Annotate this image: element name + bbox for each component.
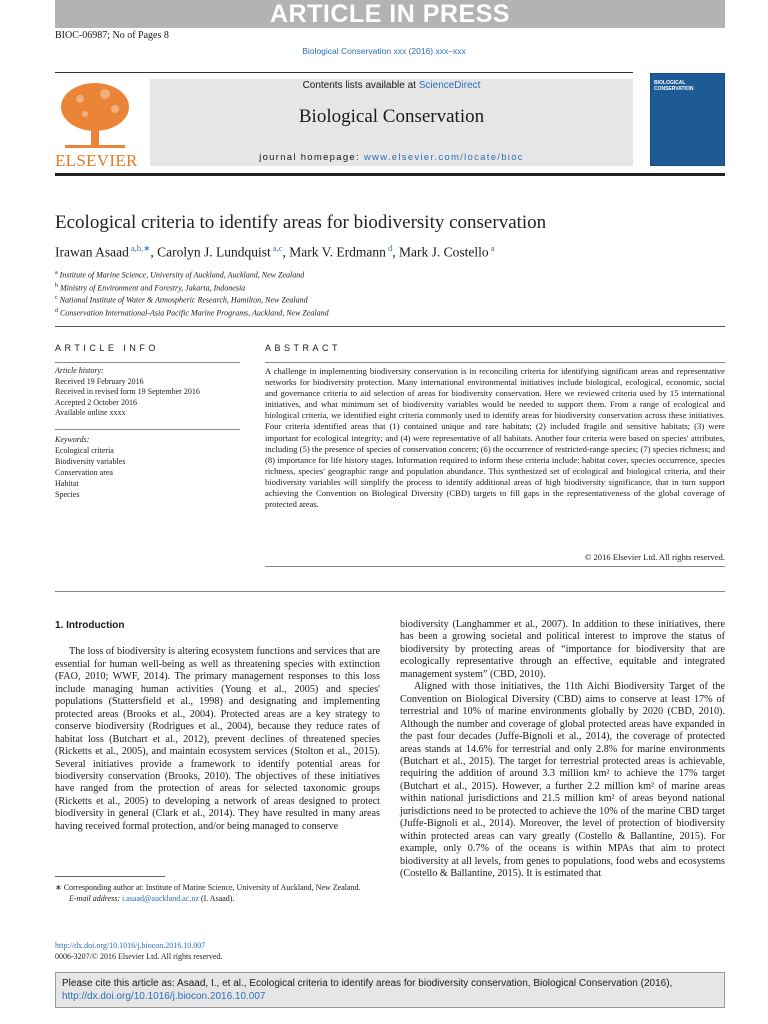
affiliation-marker: b	[55, 282, 58, 289]
publisher-name: ELSEVIER	[55, 151, 138, 170]
author-affiliation-marker[interactable]: a	[488, 243, 495, 253]
abstract-rule	[265, 362, 725, 363]
citation-box	[55, 972, 725, 1008]
keyword-item: Species	[55, 490, 80, 499]
citation-text: Please cite this article as: Asaad, I., et al., Ecological criteria to identify areas for biodiversity conservation, Biological Conservation (2016),	[62, 978, 673, 989]
body-divider	[55, 591, 725, 592]
journal-cover-title: BIOLOGICAL CONSERVATION	[654, 80, 694, 92]
affiliation-marker: d	[55, 307, 58, 314]
history-item: Received 19 February 2016	[55, 376, 144, 386]
journal-title: Biological Conservation	[298, 106, 485, 127]
article-info-heading: ARTICLE INFO	[55, 343, 159, 353]
author-name: Mark V. Erdmann	[289, 244, 386, 260]
keyword-item: Ecological criteria	[55, 446, 114, 455]
intro-paragraph: biodiversity (Langhammer et al., 2007). In addition to these initiatives, there has been a growing societal and political interest to improve the status of biodiversity by protecting areas of “importance for biodiversity that are ecologically representative through an effective, equitable and integrated management system” (CBD, 2010).	[400, 619, 725, 680]
article-info-rule	[55, 362, 240, 363]
sciencedirect-link[interactable]: ScienceDirect	[418, 80, 481, 91]
contents-line	[150, 80, 633, 91]
affiliation-text: National Institute of Water & Atmospheric Research, Hamilton, New Zealand	[59, 295, 308, 305]
corresponding-author-footnote	[55, 882, 380, 904]
footer-identifiers	[55, 940, 222, 962]
email-link[interactable]: i.asaad@auckland.ac.nz	[122, 894, 199, 903]
homepage-link[interactable]: www.elsevier.com/locate/bioc	[363, 152, 524, 163]
author-affiliation-marker[interactable]: a,c	[270, 243, 283, 253]
history-item: Available online xxxx	[55, 408, 126, 417]
affiliation-item	[55, 306, 329, 319]
introduction-heading: 1. Introduction	[55, 620, 125, 631]
affiliation-marker: c	[55, 295, 58, 302]
homepage-prefix: journal homepage:	[259, 152, 364, 163]
keyword-item: Habitat	[55, 479, 79, 488]
author-affiliation-marker[interactable]: d	[385, 243, 393, 253]
history-item: Accepted 2 October 2016	[55, 397, 137, 407]
affiliation-item	[55, 281, 329, 294]
author-name: Mark J. Costello	[399, 244, 489, 260]
affiliation-marker: a	[55, 270, 58, 276]
keyword-item: Biodiversity variables	[55, 457, 126, 466]
keyword-item: Conservation area	[55, 468, 113, 477]
contents-prefix: Contents lists available at	[302, 80, 419, 91]
article-in-press-banner: ARTICLE IN PRESS	[55, 0, 725, 28]
journal-reference-link[interactable]: Biological Conservation xxx (2016) xxx–xxx	[302, 46, 466, 56]
affiliation-text: Institute of Marine Science, University of Auckland, Auckland, New Zealand	[59, 270, 305, 280]
affiliation-text: Ministry of Environment and Forestry, Jakarta, Indonesia	[60, 283, 246, 293]
abstract-copyright: © 2016 Elsevier Ltd. All rights reserved.	[584, 552, 725, 562]
body-column-left	[55, 619, 380, 833]
author-affiliation-marker[interactable]: a,b,∗	[128, 243, 151, 253]
article-title: Ecological criteria to identify areas for biodiversity conservation	[55, 212, 547, 233]
keywords-list	[55, 434, 240, 500]
intro-paragraph: The loss of biodiversity is altering ecosystem functions and services that are essential for human well-being as well as threatening species with extinction (FAO, 2010; WWF, 2014). The primary management responses to this loss include managing human activities (Young et al., 2005) and species' populations (Stattersfield et al., 1998) and designating and implementing protected areas (Brooks et al., 2004). Protected areas are a key strategy to conserve biodiversity (Rodrigues et al., 2004), because they reduce rates of habitat loss (Butchart et al., 2012), prevent declines of threatened species (Ricketts et al., 2005), and maintain ecosystem services (Stolton et al., 2015). Several initiatives provide a framework to identify potential areas for biodiversity conservation (Brooks, 2010). The objectives of these initiatives have ranged from the protection of areas for selected taxonomic groups (Ricketts et al., 2005) to developing a network of areas designed to protect biodiversity in general (Clark et al., 2014). They have resulted in many areas having received formal protection, and/or being managed to conserve	[55, 646, 380, 832]
email-suffix: (I. Asaad).	[198, 894, 235, 903]
abstract-text: A challenge in implementing biodiversity conservation is in reconciling criteria for identifying significant areas and representative networks for biodiversity protection. Many international environmental initiatives include biological, ecological, economic, social and governance criteria to aid selection of areas for biodiversity conservation. Here we reviewed criteria used by 15 international initiatives, and what minimum set of biodiversity variables would be needed to support them. From a range of ecological and biological criteria, we identified eight criteria commonly used to identify areas for biodiversity conservation across these initiatives. Four criteria identified areas that (1) contained unique and rare habitats; (2) included fragile and sensitive habitats; (3) were important for ecological integrity; and (4) were representative of all habitats. Another four criteria were based on species' attributes, including (5) the presence of species of conservation concern; (6) the occurrence of restricted-range species; (7) species richness; and (8) importance for life history stages. Information required to inform these criteria include: habitat cover, species occurrence, species richness, species' geographic range and population abundance. This synthesized set of ecological and biological criteria, and their biodiversity variables will simplify the process to identify additional areas of high biodiversity significance, that in turn support achieving the Convention on Biological Diversity (CBD) targets to fill gaps in the representativeness of the global coverage of protected areas.	[265, 366, 725, 510]
author-separator: ,	[150, 244, 158, 260]
author-separator: ,	[282, 244, 290, 260]
header-top-rule	[55, 72, 633, 73]
affiliation-list	[55, 268, 329, 319]
abstract-bottom-rule	[265, 566, 725, 567]
history-item: Received in revised form 19 September 2016	[55, 387, 200, 396]
section-divider	[55, 326, 725, 327]
journal-homepage-line	[150, 152, 633, 163]
email-label: E-mail address:	[69, 894, 121, 903]
footnote-rule	[55, 876, 165, 877]
affiliation-item	[55, 268, 329, 281]
author-name: Carolyn J. Lundquist	[157, 244, 271, 260]
body-column-right	[400, 619, 725, 881]
author-list	[55, 243, 495, 261]
author-separator: ,	[392, 244, 400, 260]
article-history	[55, 366, 240, 419]
citation-doi-link[interactable]: http://dx.doi.org/10.1016/j.biocon.2016.10.007	[62, 991, 266, 1002]
author-name: Irawan Asaad	[55, 244, 129, 260]
doi-link[interactable]: http://dx.doi.org/10.1016/j.biocon.2016.10.007	[55, 941, 206, 950]
affiliation-item	[55, 293, 329, 306]
header-thick-rule	[55, 173, 725, 176]
keywords-rule	[55, 429, 240, 430]
history-label: Article history:	[55, 366, 104, 375]
email-line	[55, 893, 380, 904]
abstract-heading: ABSTRACT	[265, 343, 342, 353]
issn-copyright: 0006-3207/© 2016 Elsevier Ltd. All rights reserved.	[55, 952, 223, 961]
intro-paragraph: Aligned with those initiatives, the 11th Aichi Biodiversity Target of the Convention on Biological Diversity (CBD) aims to conserve at least 17% of terrestrial and 10% of marine environments globally by 2020 (CBD, 2010). Although the number and coverage of global protected areas have expanded in the past four decades (Juffe-Bignoli et al., 2014), the coverage of protected areas stands at 14.6% for terrestrial and only 2.8% for marine environments (Butchart et al., 2015). The target for terrestrial protected areas is achievable, requiring the addition of around 3.3 million km² to achieve the 17% target (Butchart et al., 2015). However, a further 2.2 million km² of marine areas within national jurisdictions and 21.5 million km² of areas beyond national jurisdictions need to be protected to achieve the 10% of the marine CBD target (Juffe-Bignoli et al., 2014). Moreover, the level of protection of biodiversity within protected areas can vary greatly (Costello & Ballantine, 2015). For example, only 0.7% of the oceans is within MPAs that aim to protect biodiversity at all levels, from genes to populations, food webs and ecosystems (Costello & Ballantine, 2015). It is estimated that	[400, 681, 725, 880]
keywords-label: Keywords:	[55, 435, 90, 444]
affiliation-text: Conservation International-Asia Pacific Marine Programs, Auckland, New Zealand	[60, 308, 329, 318]
corresponding-author-text: ∗ Corresponding author at: Institute of Marine Science, University of Auckland, New Zealand.	[55, 883, 361, 892]
document-id: BIOC-06987; No of Pages 8	[55, 30, 169, 41]
